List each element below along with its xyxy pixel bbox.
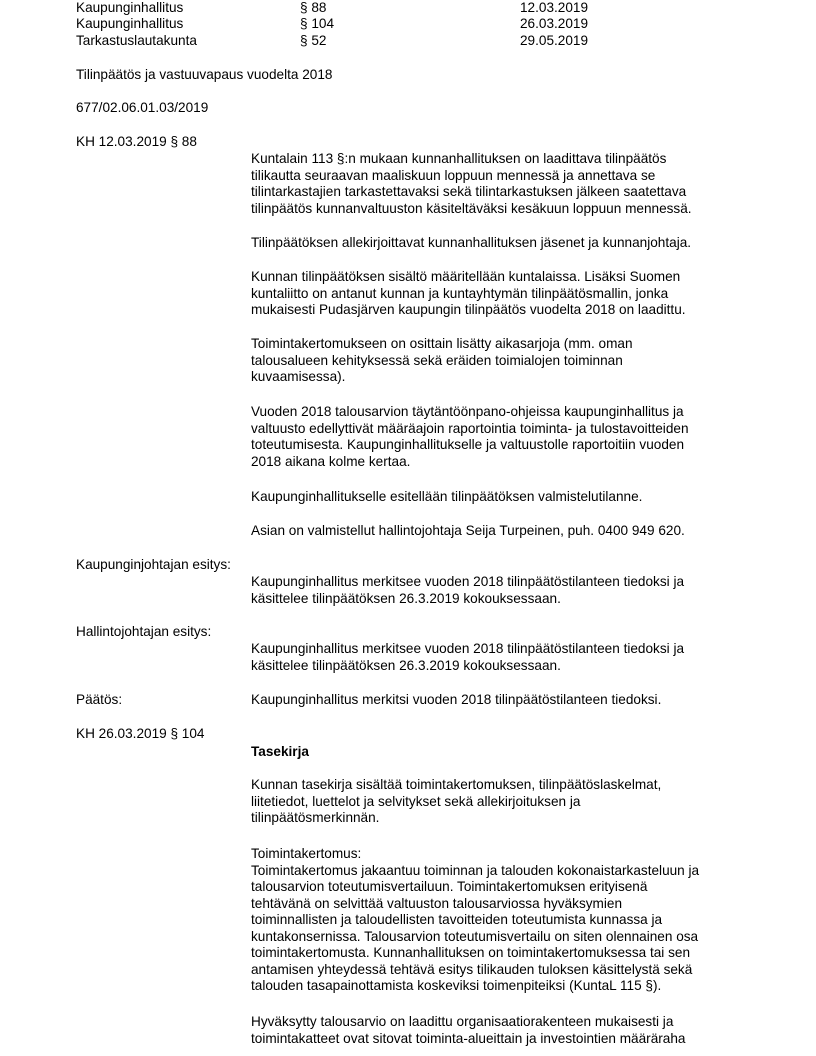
- mayor-proposal-text: [251, 574, 751, 607]
- meta-date: 12.03.2019: [520, 0, 589, 15]
- text-line: tilintarkastajien tarkastettavaksi sekä tilintarkastuksen jälkeen saatettava: [251, 184, 687, 199]
- text-line: käsittelee tilinpäätöksen 26.3.2019 kokouksessaan.: [251, 590, 561, 606]
- meta-date: 29.05.2019: [520, 33, 589, 48]
- paragraph-valmistelija: [251, 523, 751, 540]
- meta-org: Kaupunginhallitus: [76, 0, 184, 15]
- text-line: Kaupunginhallitukselle esitellään tilinpäätöksen valmistelutilanne.: [251, 489, 643, 504]
- text-line: Vuoden 2018 talousarvion täytäntöönpano-ohjeissa kaupunginhallitus ja: [251, 404, 684, 419]
- section-heading-tasekirja: Tasekirja: [251, 744, 309, 759]
- paragraph-sisalto: [251, 269, 751, 319]
- decision-text: Kaupunginhallitus merkitsi vuoden 2018 tilinpäätöstilanteen tiedoksi.: [251, 692, 662, 707]
- text-line: valtuusto edellyttivät määräajoin raportointia toiminta- ja tulostavoitteiden: [251, 420, 689, 436]
- text-line: tilinpäätös kunnanvaltuuston käsiteltäväksi kesäkuun loppuun mennessä.: [251, 200, 692, 216]
- text-line: tehtävänä on selvittää valtuuston talousarviossa hyväksymien: [251, 895, 623, 911]
- decision-label: Päätös:: [76, 692, 123, 707]
- paragraph-talousarvio: [251, 1014, 751, 1047]
- paragraph-tasekirja: [251, 777, 751, 827]
- text-line: mukaisesti Pudasjärven kaupungin tilinpäätös vuodelta 2018 on laadittu.: [251, 302, 686, 317]
- document-number: 677/02.06.01.03/2019: [76, 100, 209, 115]
- text-line: kuvaamisessa).: [251, 369, 346, 384]
- meeting-ref-kh88: KH 12.03.2019 § 88: [76, 134, 197, 149]
- text-line: käsittelee tilinpäätöksen 26.3.2019 kokouksessaan.: [251, 657, 561, 673]
- text-line: toiminnallisten ja taloudellisten tavoitteiden toteutumista kunnassa ja: [251, 912, 663, 927]
- paragraph-aikasarjat: [251, 336, 751, 386]
- meta-date: 26.03.2019: [520, 16, 589, 31]
- mayor-proposal-label: Kaupunginjohtajan esitys:: [76, 557, 231, 572]
- text-line: liitetiedot, luettelot ja selvitykset sekä allekirjoituksen ja: [251, 793, 581, 809]
- meta-org: Tarkastuslautakunta: [76, 33, 197, 48]
- text-line: Kunnan tilinpäätöksen sisältö määritellään kuntalaissa. Lisäksi Suomen: [251, 269, 681, 284]
- text-line: Tilinpäätöksen allekirjoittavat kunnanhallituksen jäsenet ja kunnanjohtaja.: [251, 235, 692, 250]
- meta-section: § 88: [300, 0, 327, 15]
- text-line: talousalueen kehityksessä sekä eräiden toimialojen toiminnan: [251, 352, 623, 368]
- text-line: toimintakatteet ovat sitovat toiminta-alueittain ja investointien määräraha: [251, 1030, 686, 1046]
- text-line: antamisen yhteydessä tehtävä esitys tilikauden tuloksen käsittelystä sekä: [251, 961, 693, 977]
- text-line: Kaupunginhallitus merkitsee vuoden 2018 tilinpäätöstilanteen tiedoksi ja: [251, 574, 685, 589]
- meta-section: § 52: [300, 33, 327, 48]
- text-line: talousarvion toteutumisvertailuun. Toimintakertomuksen erityisenä: [251, 879, 648, 894]
- text-line: Hyväksytty talousarvio on laadittu organisaatiorakenteen mukaisesti ja: [251, 1014, 674, 1029]
- meta-section: § 104: [300, 16, 335, 31]
- text-line: Asian on valmistellut hallintojohtaja Seija Turpeinen, puh. 0400 949 620.: [251, 523, 685, 538]
- meta-org: Kaupunginhallitus: [76, 16, 184, 31]
- admin-proposal-label: Hallintojohtajan esitys:: [76, 624, 212, 639]
- text-line: Kuntalain 113 §:n mukaan kunnanhallituksen on laadittava tilinpäätös: [251, 151, 667, 166]
- paragraph-valmistelutilanne: [251, 489, 751, 506]
- text-line: Kunnan tasekirja sisältää toimintakertomuksen, tilinpäätöslaskelmat,: [251, 777, 662, 792]
- paragraph-allekirjoitus: [251, 235, 751, 252]
- paragraph-toimintakertomus: [251, 846, 751, 995]
- text-line: kuntakonsernissa. Talousarvion toteutumisvertailu on siten olennainen osa: [251, 928, 699, 944]
- text-line: talouden tasapainottamista koskeviksi toimenpiteiksi (KuntaL 115 §).: [251, 978, 662, 993]
- text-line: 2018 aikana kolme kertaa.: [251, 453, 411, 469]
- text-line: Toimintakertomus jakaantuu toiminnan ja talouden kokonaistarkasteluun ja: [251, 862, 700, 878]
- text-line: toimintakertomusta. Kunnanhallituksen on toimintakertomuksessa tai sen: [251, 945, 691, 960]
- text-line: tilinpäätösmerkinnän.: [251, 810, 380, 825]
- text-line: Toimintakertomus:: [251, 846, 362, 861]
- document-title: Tilinpäätös ja vastuuvapaus vuodelta 2018: [76, 67, 333, 82]
- text-line: tilikautta seuraavan maaliskuun loppuun mennessä ja annettava se: [251, 167, 656, 183]
- meeting-ref-kh104: KH 26.03.2019 § 104: [76, 726, 205, 741]
- text-line: kuntaliitto on antanut kunnan ja kuntayhtymän tilinpäätösmallin, jonka: [251, 285, 669, 301]
- text-line: toteutumisesta. Kaupunginhallitukselle ja valtuustolle raportoitiin vuoden: [251, 437, 685, 452]
- text-line: Kaupunginhallitus merkitsee vuoden 2018 tilinpäätöstilanteen tiedoksi ja: [251, 641, 685, 656]
- admin-proposal-text: [251, 641, 751, 674]
- text-line: Toimintakertomukseen on osittain lisätty aikasarjoja (mm. oman: [251, 336, 633, 351]
- paragraph-raportointi: [251, 404, 751, 470]
- paragraph-kuntalaki: [251, 151, 751, 217]
